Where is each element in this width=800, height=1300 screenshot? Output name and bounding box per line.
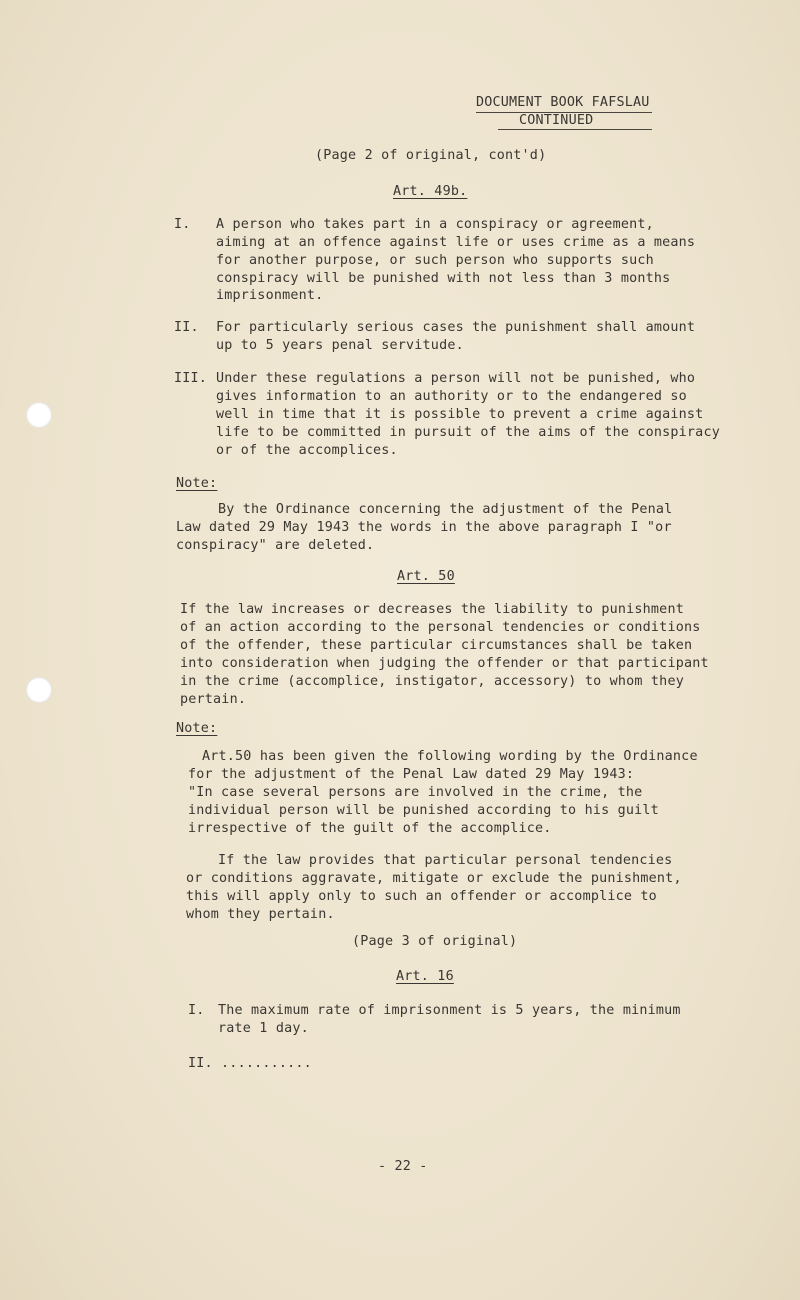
art-16-paragraph-2: II. ........... — [188, 1056, 312, 1071]
page-number: - 22 - — [378, 1159, 428, 1174]
art-16-p1-number: I. — [188, 1003, 205, 1018]
art-49b-p2-number: II. — [174, 320, 199, 335]
art-50-heading: Art. 50 — [397, 569, 455, 584]
document-page: DOCUMENT BOOK FAFSLAU CONTINUED (Page 2 of original, cont'd) Art. 49b. I. A person who takes part in a conspiracy or agreement, aiming at an offence against life or uses crime as a means for another purpose, or such person who supports such conspiracy will be punished with not less than 3 months imprisonment. II. For particularly serious cases the punishment shall amount up to 5 years penal servitude. III. Under these regulations a person will not be punished, who gives information to an authority or to the endangered so well in time that it is possible to prevent a crime against life to be committed in pursuit of the aims of the conspiracy or of the accomplices. Note: By the Ordinance concerning the adjustment of the Penal Law dated 29 May 1943 the words in the above paragraph I "or conspiracy" are deleted. Art. 50 If the law increases or decreases the liability to punishment of an action according to the personal tendencies or conditions of the offender, these particular circumstances shall be taken into consideration when judging the offender or that participant in the crime (accomplice, instigator, accessory) to whom they pertain. Note: Art.50 has been given the following wording by the Ordinance for the adjustment of the Penal Law dated 29 May 1943: "In case several persons are involved in the crime, the individual person will be punished according to his guilt irrespective of the guilt of the accomplice. If the law provides that particular personal tendencies or conditions aggravate, mitigate or exclude the punishment, this will apply only to such an offender or accomplice to whom they pertain. (Page 3 of original) Art. 16 I. The maximum rate of imprisonment is 5 years, the minimum rate 1 day. II. ........... - 22 - — [0, 0, 800, 1300]
art-49b-p1-number: I. — [174, 217, 191, 232]
art-49b-heading: Art. 49b. — [393, 184, 468, 199]
page-reference-mid: (Page 3 of original) — [352, 934, 518, 949]
art-49b-note-label: Note: — [176, 476, 218, 491]
punch-hole-bottom — [26, 677, 52, 703]
art-16-heading: Art. 16 — [396, 969, 454, 984]
punch-hole-top — [26, 402, 52, 428]
art-49b-p3-number: III. — [174, 371, 208, 386]
header-title: DOCUMENT BOOK FAFSLAU — [476, 95, 650, 110]
page-reference-top: (Page 2 of original, cont'd) — [315, 148, 547, 163]
header-continued: CONTINUED — [519, 113, 594, 128]
header-rule-2 — [498, 129, 652, 130]
art-50-note-label: Note: — [176, 721, 218, 736]
